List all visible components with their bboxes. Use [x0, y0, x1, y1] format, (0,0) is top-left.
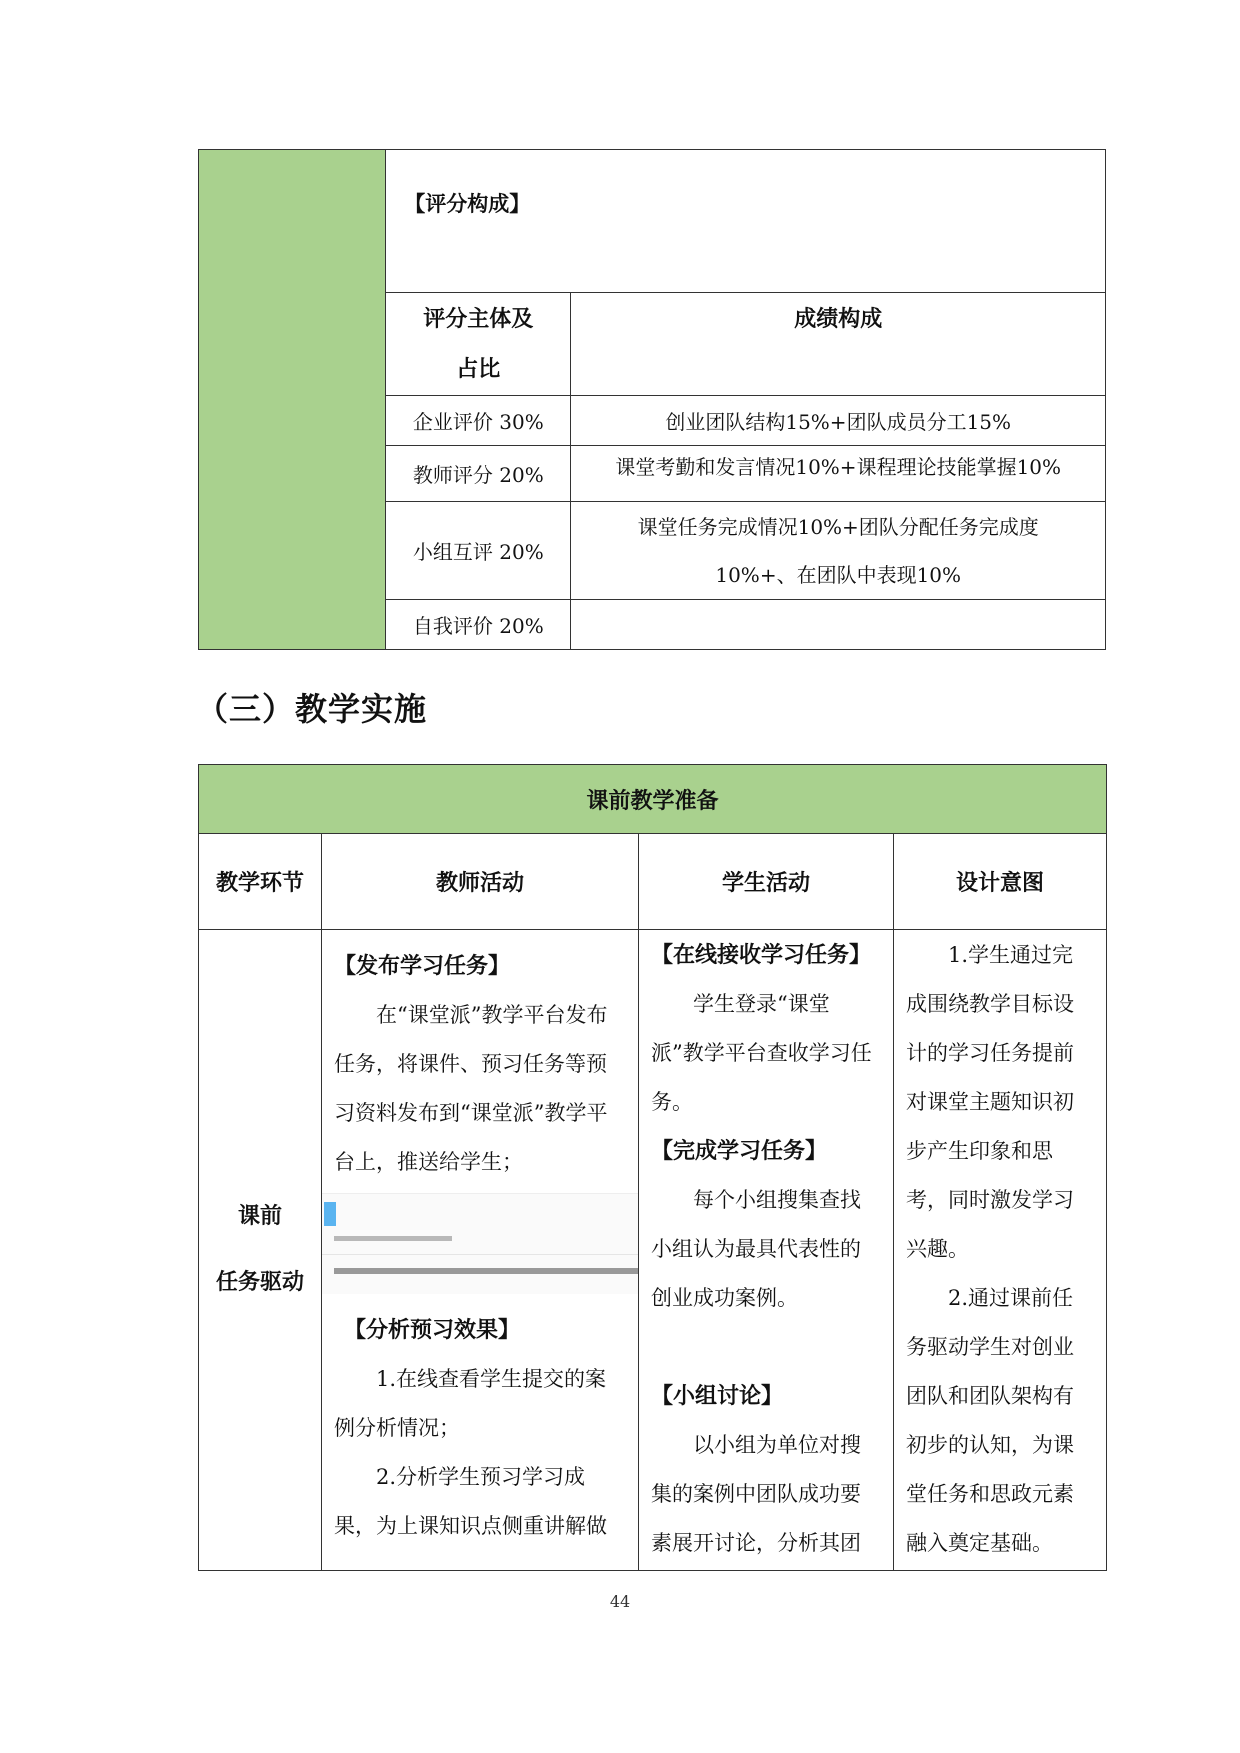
student-block-text: 以小组为单位对搜集的案例中团队成功要素展开讨论，分析其团 — [651, 1433, 861, 1555]
green-label-column — [199, 150, 386, 650]
score-subject: 自我评价 20% — [386, 600, 571, 650]
header-design-intent: 设计意图 — [894, 834, 1107, 930]
platform-screenshot — [322, 1193, 638, 1294]
student-block-title: 【小组讨论】 — [651, 1384, 784, 1409]
teacher-block-title: 【分析预习效果】 — [344, 1318, 521, 1343]
score-criteria — [571, 600, 1106, 650]
col-header-subject: 评分主体及 占比 — [386, 293, 571, 396]
teacher-block-title: 【发布学习任务】 — [334, 954, 511, 979]
student-block-text: 每个小组搜集查找小组认为最具代表性的创业成功案例。 — [651, 1188, 861, 1310]
student-block-title: 【在线接收学习任务】 — [651, 943, 872, 968]
page-number: 44 — [609, 1592, 631, 1611]
stage-label: 课前 任务驱动 — [199, 930, 322, 1571]
score-heading-row — [199, 150, 1106, 293]
student-activity-cell — [639, 930, 894, 1571]
teacher-block-text: 在“课堂派”教学平台发布任务，将课件、预习任务等预习资料发布到“课堂派”教学平台上，推送给学生； — [334, 1003, 608, 1174]
stage-row-pre-class — [199, 930, 1107, 1571]
intent-item: 1.学生通过完成围绕教学目标设计的学习任务提前对课堂主题知识初步产生印象和思考，同时激发学习兴趣。 — [906, 943, 1074, 1261]
score-subject: 企业评价 30% — [386, 396, 571, 446]
score-subject: 教师评分 20% — [386, 446, 571, 502]
score-criteria: 创业团队结构15%+团队成员分工15% — [571, 396, 1106, 446]
score-subject: 小组互评 20% — [386, 502, 571, 600]
score-heading-cell — [386, 150, 1106, 293]
design-intent-cell — [894, 930, 1107, 1571]
score-criteria: 课堂任务完成情况10%+团队分配任务完成度 10%+、在团队中表现10% — [571, 502, 1106, 600]
score-criteria: 课堂考勤和发言情况10%+课程理论技能掌握10% — [571, 446, 1106, 502]
column-header-row — [199, 834, 1107, 930]
intent-item: 2.通过课前任务驱动学生对创业团队和团队架构有初步的认知，为课堂任务和思政元素融入奠定基础。 — [906, 1286, 1074, 1555]
teacher-item: 2.分析学生预习学习成果，为上课知识点侧重讲解做 — [334, 1465, 607, 1538]
header-student-activity: 学生活动 — [639, 834, 894, 930]
teacher-item: 1.在线查看学生提交的案例分析情况； — [334, 1367, 607, 1440]
band-title: 课前教学准备 — [199, 765, 1107, 834]
col-header-composition: 成绩构成 — [571, 293, 1106, 396]
student-block-text: 学生登录“课堂派”教学平台查收学习任务。 — [651, 992, 872, 1114]
score-composition-table — [198, 149, 1106, 650]
teacher-activity-cell — [322, 930, 639, 1571]
header-stage: 教学环节 — [199, 834, 322, 930]
score-heading: 【评分构成】 — [404, 192, 531, 216]
teaching-prep-table — [198, 764, 1107, 1571]
section-title: （三）教学实施 — [196, 690, 428, 728]
student-block-title: 【完成学习任务】 — [651, 1139, 828, 1164]
header-teacher-activity: 教师活动 — [322, 834, 639, 930]
